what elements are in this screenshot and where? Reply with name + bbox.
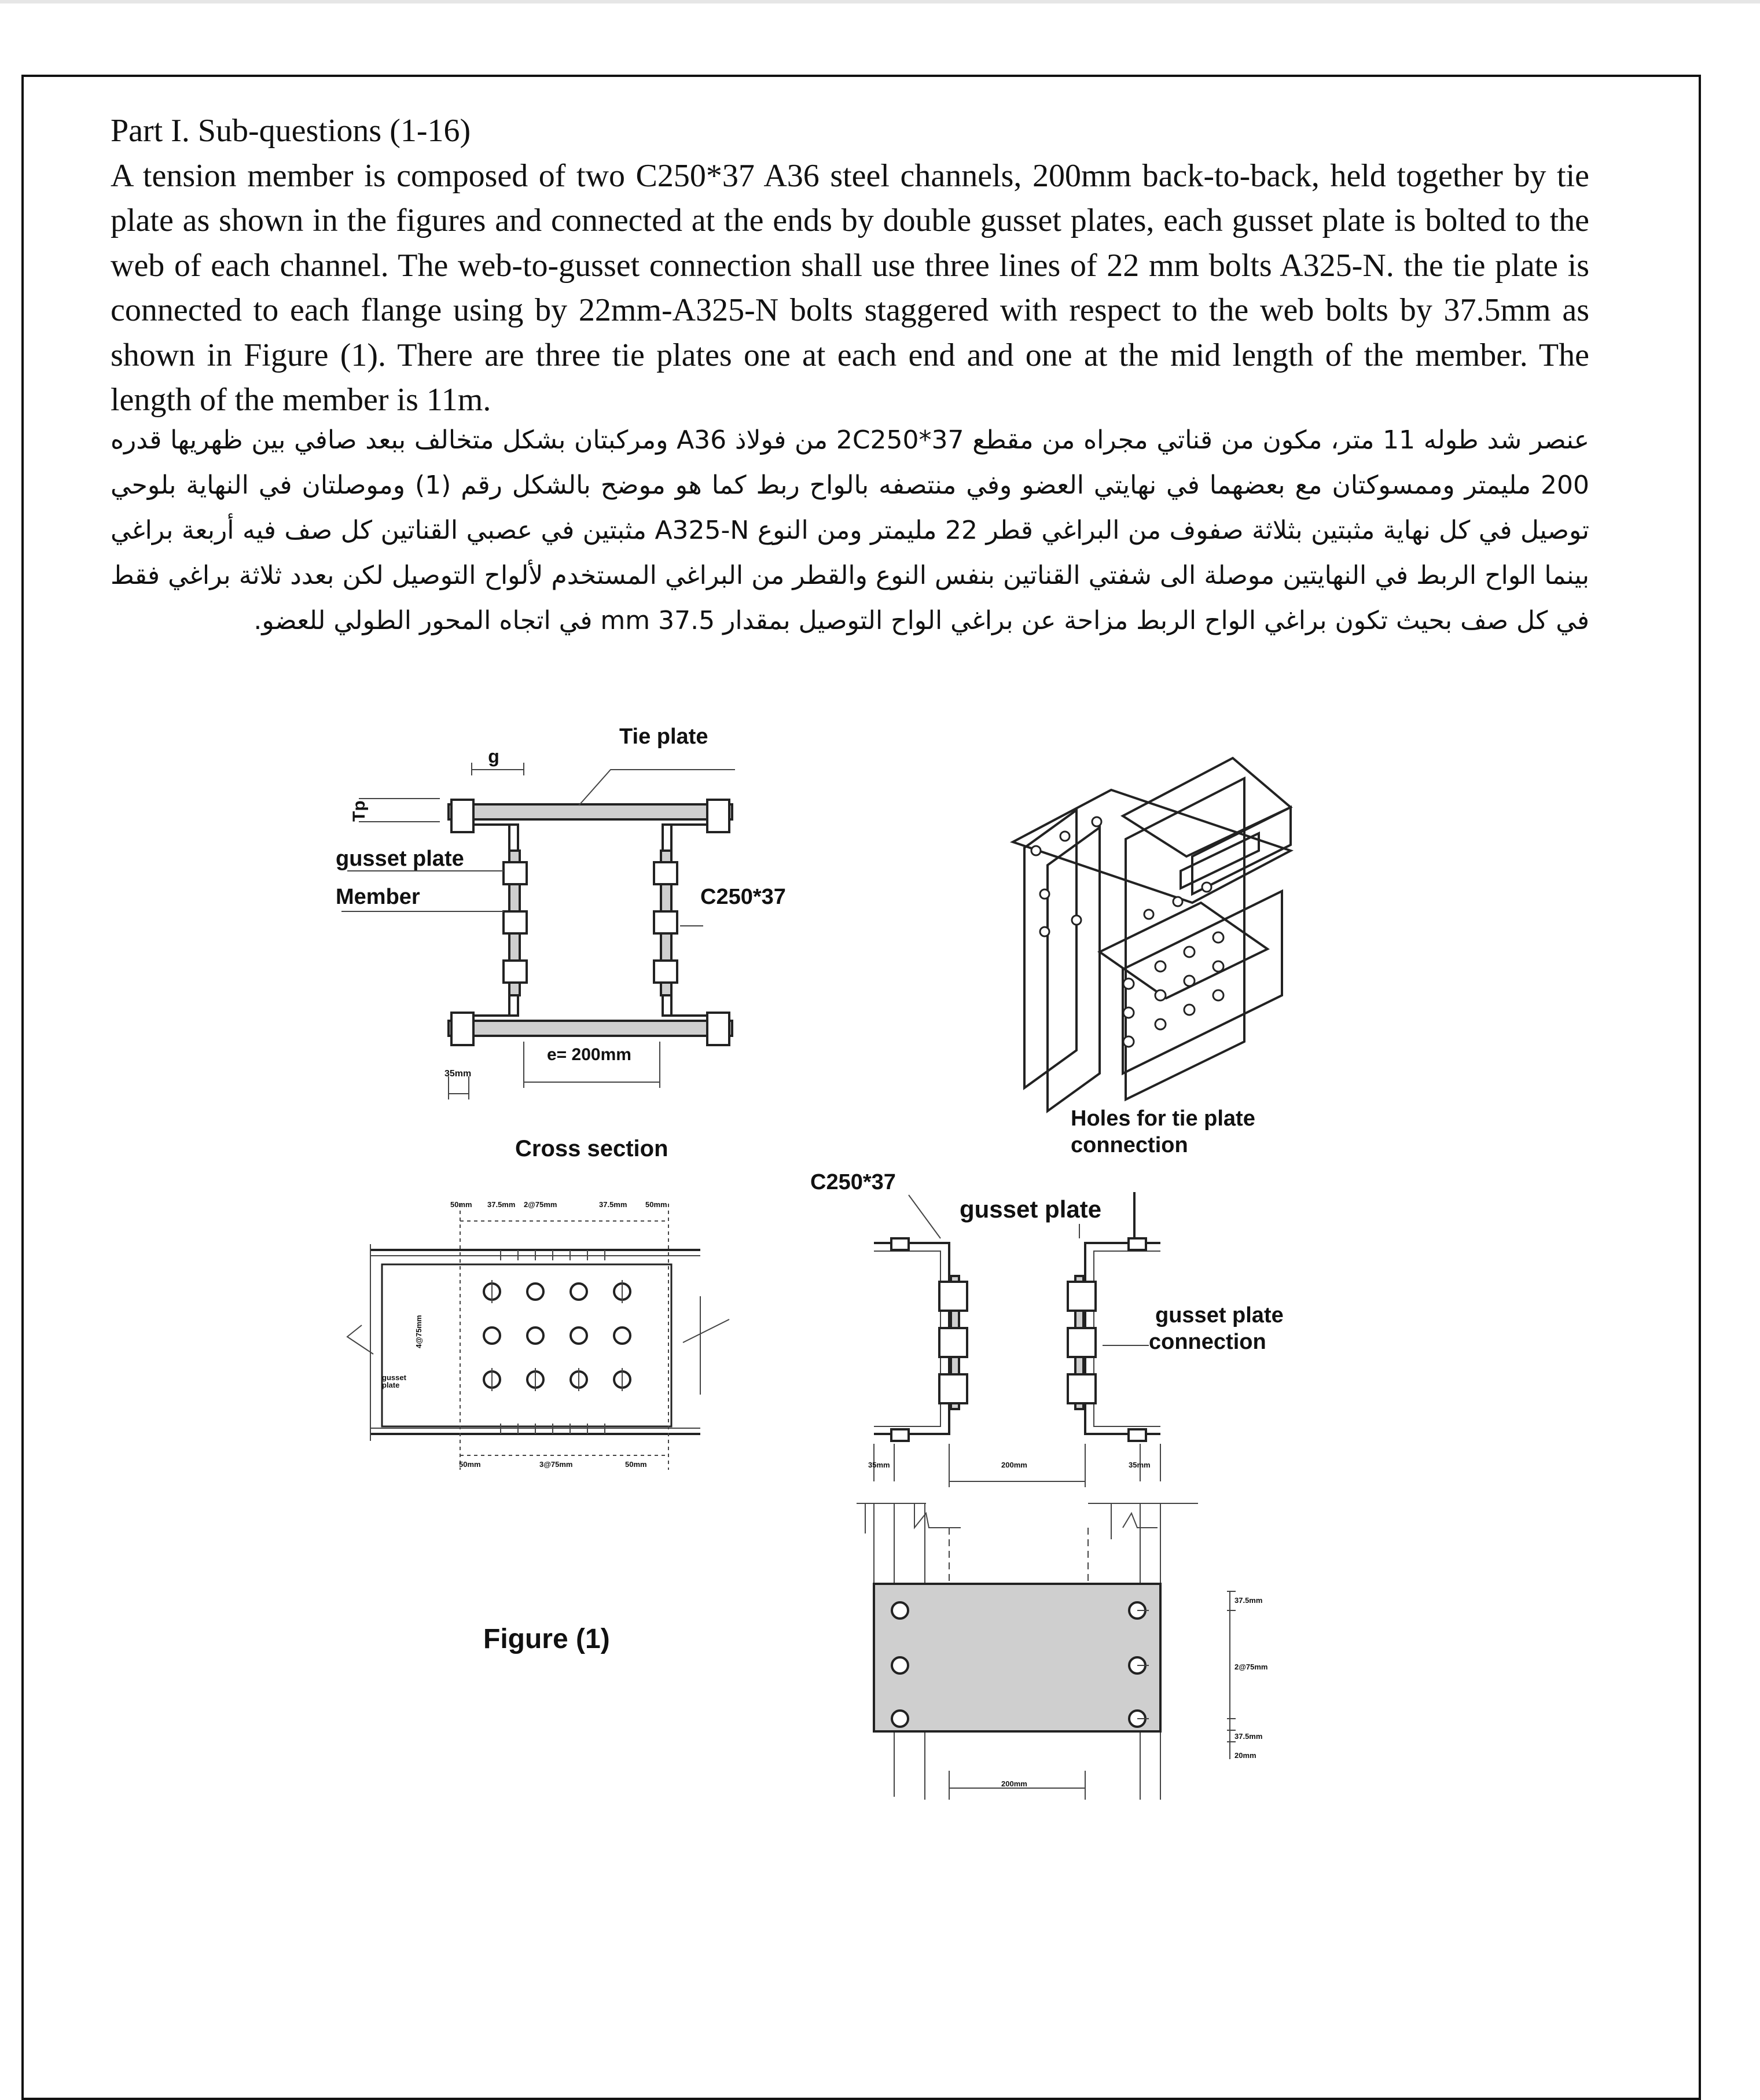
side-dim-200: 200mm <box>1001 1461 1027 1469</box>
question-heading: Part I. Sub-questions (1-16) <box>111 113 471 149</box>
figure-caption: Figure (1) <box>483 1624 610 1654</box>
elevation-dim: 20mm <box>1234 1751 1256 1760</box>
plan-top-dim: 37.5mm <box>599 1200 627 1209</box>
question-paragraph-en: A tension member is composed of two C250*37 A36 steel channels, 200mm back-to-back, held together by tie plate as shown in the figures and connected at the ends by double gusset plates, each gusset plate is bolted to the web of each channel. The web-to-gusset connection shall use three lines of 22 mm bolts A325-N. the tie plate is connected to each flange using by 22mm-A325-N bolts staggered with respect to the web bolts by 37.5mm as shown in Figure (1). There are three tie plates one at each end and one at the mid length of the member. The length of the member is 11m. <box>111 157 1589 418</box>
side-gusset-connection-label: gusset plate connection <box>1149 1303 1284 1354</box>
elevation-gusset-plate <box>874 1584 1160 1731</box>
g-label: g <box>488 746 499 767</box>
plan-gusset-label: gusset plate <box>382 1373 406 1389</box>
cross-section-drawing <box>341 763 735 1099</box>
gusset-plate-label: gusset plate <box>336 847 464 871</box>
iso-tie-plate-top <box>1013 790 1291 903</box>
tp-label: Tp <box>350 800 369 822</box>
plan-top-dim: 50mm <box>645 1200 667 1209</box>
plan-bottom-dim: 50mm <box>459 1460 481 1469</box>
isometric-drawing <box>1013 758 1291 1111</box>
tie-plate-label: Tie plate <box>619 724 708 749</box>
plan-side-dim: 4@75mm <box>414 1315 423 1348</box>
question-paragraph-ar: عنصر شد طوله 11 متر، مكون من قناتي مجراه من مقطع 2C250*37 من فولاذ A36 ومركبتان بشكل متخالف ببعد صافي بين ظهريها قدره 200 مليمتر وممسوكتان مع بعضهما في نهايتي العضو وفي منتصفه بالواح ربط كما هو موضح بالشكل رقم (1) وموصلتان في النهاية بلوحي توصيل في كل نهاية مثبتين بثلاثة صفوف من البراغي قطر 22 مليمتر ومن النوع A325-N مثبتين في عصبي القناتين كل صف فيه أربعة براغي بينما الواح الربط في النهايتين موصلة الى شفتي القناتين بنفس النوع والقطر من البراغي المستخدم لألواح التوصيل لكن بعدد ثلاثة براغي فقط في كل صف بحيث تكون براغي الواح الربط مزاحة عن براغي الواح التوصيل بمقدار 37.5 mm في اتجاه المحور الطولي للعضو. <box>111 425 1589 635</box>
bolt <box>504 911 527 933</box>
elevation-drawing <box>857 1503 1236 1800</box>
tie-plate-top <box>449 804 732 819</box>
bolt <box>654 862 677 884</box>
tie-plate-bottom <box>449 1021 732 1036</box>
plan-bottom-dim: 50mm <box>625 1460 647 1469</box>
side-gusset-label: gusset plate <box>960 1196 1102 1223</box>
bolt <box>504 961 527 983</box>
elevation-dim: 37.5mm <box>1234 1732 1263 1741</box>
bolt <box>707 1013 729 1045</box>
elevation-dim: 2@75mm <box>1234 1663 1268 1671</box>
plan-top-dim: 37.5mm <box>487 1200 516 1209</box>
dim-35-label: 35mm <box>444 1069 472 1079</box>
spacing-label: e= 200mm <box>547 1045 631 1064</box>
elevation-dim: 37.5mm <box>1234 1596 1263 1605</box>
side-dim-35-right: 35mm <box>1129 1461 1151 1469</box>
bolt <box>451 1013 473 1045</box>
plan-bottom-dim: 3@75mm <box>539 1460 573 1469</box>
plan-top-dim: 50mm <box>450 1200 472 1209</box>
cross-section-title: Cross section <box>515 1136 668 1161</box>
bolt <box>504 862 527 884</box>
channel-label: C250*37 <box>700 885 786 909</box>
bolt <box>654 961 677 983</box>
bolt <box>707 800 729 832</box>
side-view-drawing <box>874 1192 1160 1487</box>
member-label: Member <box>336 885 420 909</box>
plan-drawing <box>347 1204 729 1470</box>
elevation-bottom-dim: 200mm <box>1001 1779 1027 1788</box>
bolt <box>654 911 677 933</box>
holes-label: Holes for tie plate connection <box>1071 1106 1255 1157</box>
side-dim-35-left: 35mm <box>868 1461 890 1469</box>
side-channel-label: C250*37 <box>810 1170 896 1194</box>
plan-top-dim: 2@75mm <box>524 1200 557 1209</box>
bolt <box>451 800 473 832</box>
